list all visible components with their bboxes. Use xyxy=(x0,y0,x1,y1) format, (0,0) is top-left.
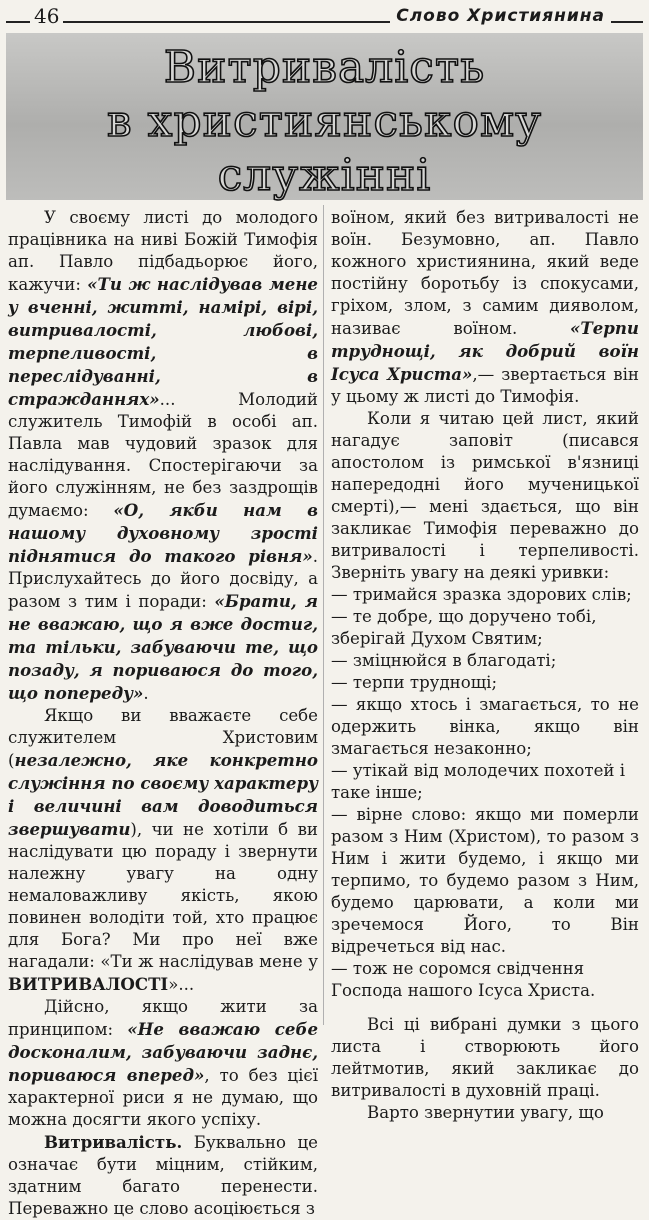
list-item: — зміцнюйся в благодаті; xyxy=(331,651,557,670)
paragraph: воїном, який без витривалості не воїн. Безумовно, ап. Павло кожного християнина, який веде постійну боротьбу із спокусами, гріхом, злом, з самим дияволом, називає воїном. «Терпи труднощі, як добрий воїн Ісуса Христа»,— звертається він у цьому ж листі до Тимофія. xyxy=(331,208,639,406)
right-column xyxy=(331,207,639,1124)
list-item: — тримайся зразка здорових слів; xyxy=(331,585,632,604)
paragraph: У своєму листі до молодого працівника на ниві Божій Тимофія ап. Павло підбадьорює його, кажучи: «Ти ж наслідував мене у вченні, житті, намірі, вірі, витривалості, любові, терпеливості, в переслідуванні, в стражданнях»... Молодий служитель Тимофій в особі ап. Павла мав чудовий зразок для наслідування. Спостерігаючи за його служінням, не без заздрощів думаємо: «О, якби нам в нашому духовному зрості піднятися до такого рівня». Прислухайтесь до його досвіду, а разом з тим і поради: «Брати, я не вважаю, що я вже достиг, та тільки, забуваючи те, що позаду, я пориваюся до того, що попереду». xyxy=(8,208,318,703)
list-item: — якщо хтось і змагається, то не одержить вінка, якщо він змагається незаконно; xyxy=(331,695,639,758)
paragraph: Якщо ви вважаєте себе служителем Христовим (незалежно, яке конкретно служіння по своєму характеру і величині вам доводиться звершувати), чи не хотіли б ви наслідувати цю пораду і звернути належну увагу на одну немаловажливу якість, якою повинен володіти той, хто працює для Бога? Ми про неї вже нагадали: «Ти ж наслідував мене у ВИТРИВАЛОСТІ»... xyxy=(8,706,318,994)
journal-title: Слово Християнина xyxy=(390,6,611,26)
title-banner xyxy=(6,33,643,200)
paragraph: Всі ці вибрані думки з цього листа і створюють його лейтмотив, який закликає до витривалості в духовній праці. xyxy=(331,1015,639,1100)
left-column xyxy=(8,207,318,1220)
article-title xyxy=(6,41,643,203)
title-line-2: в християнському xyxy=(106,96,543,147)
list-item: — утікай від молодечих похотей і таке інше; xyxy=(331,761,626,802)
paragraph: Витривалість. Буквально це означає бути міцним, стійким, здатним багато перенести. Переважно це слово асоціюється з xyxy=(8,1132,318,1218)
title-line-3: служінні xyxy=(217,150,432,201)
list-item: — терпи труднощі; xyxy=(331,673,498,692)
paragraph: Варто звернутии увагу, що xyxy=(367,1103,604,1122)
list-item: — те добре, що доручено тобі, зберігай Духом Святим; xyxy=(331,607,597,648)
paragraph: Дійсно, якщо жити за принципом: «Не вважаю себе досконалим, забуваючи заднє, пориваюся вперед», то без цієї характерної риси я не думаю, що можна досягти якого успіху. xyxy=(8,997,319,1129)
paragraph: Коли я читаю цей лист, який нагадує заповіт (писався апостолом із римської в'язниці напередодні його мученицької смерті),— мені здається, що він закликає Тимофія переважно до витривалості і терпеливості. Зверніть увагу на деякі уривки: xyxy=(331,409,639,582)
title-line-1: Витривалість xyxy=(163,42,486,93)
list-item: — вірне слово: якщо ми померли разом з Ним (Христом), то разом з Ним і жити будемо, і якщо ми терпимо, то будемо разом з Ним, будемо царювати, а коли ми зречемося Його, то Він відречеться від нас. xyxy=(331,805,639,956)
page-number: 46 xyxy=(30,4,63,28)
list-item: — тож не соромся свідчення Господа нашого Ісуса Христа. xyxy=(331,959,596,1000)
column-divider xyxy=(323,205,324,1025)
